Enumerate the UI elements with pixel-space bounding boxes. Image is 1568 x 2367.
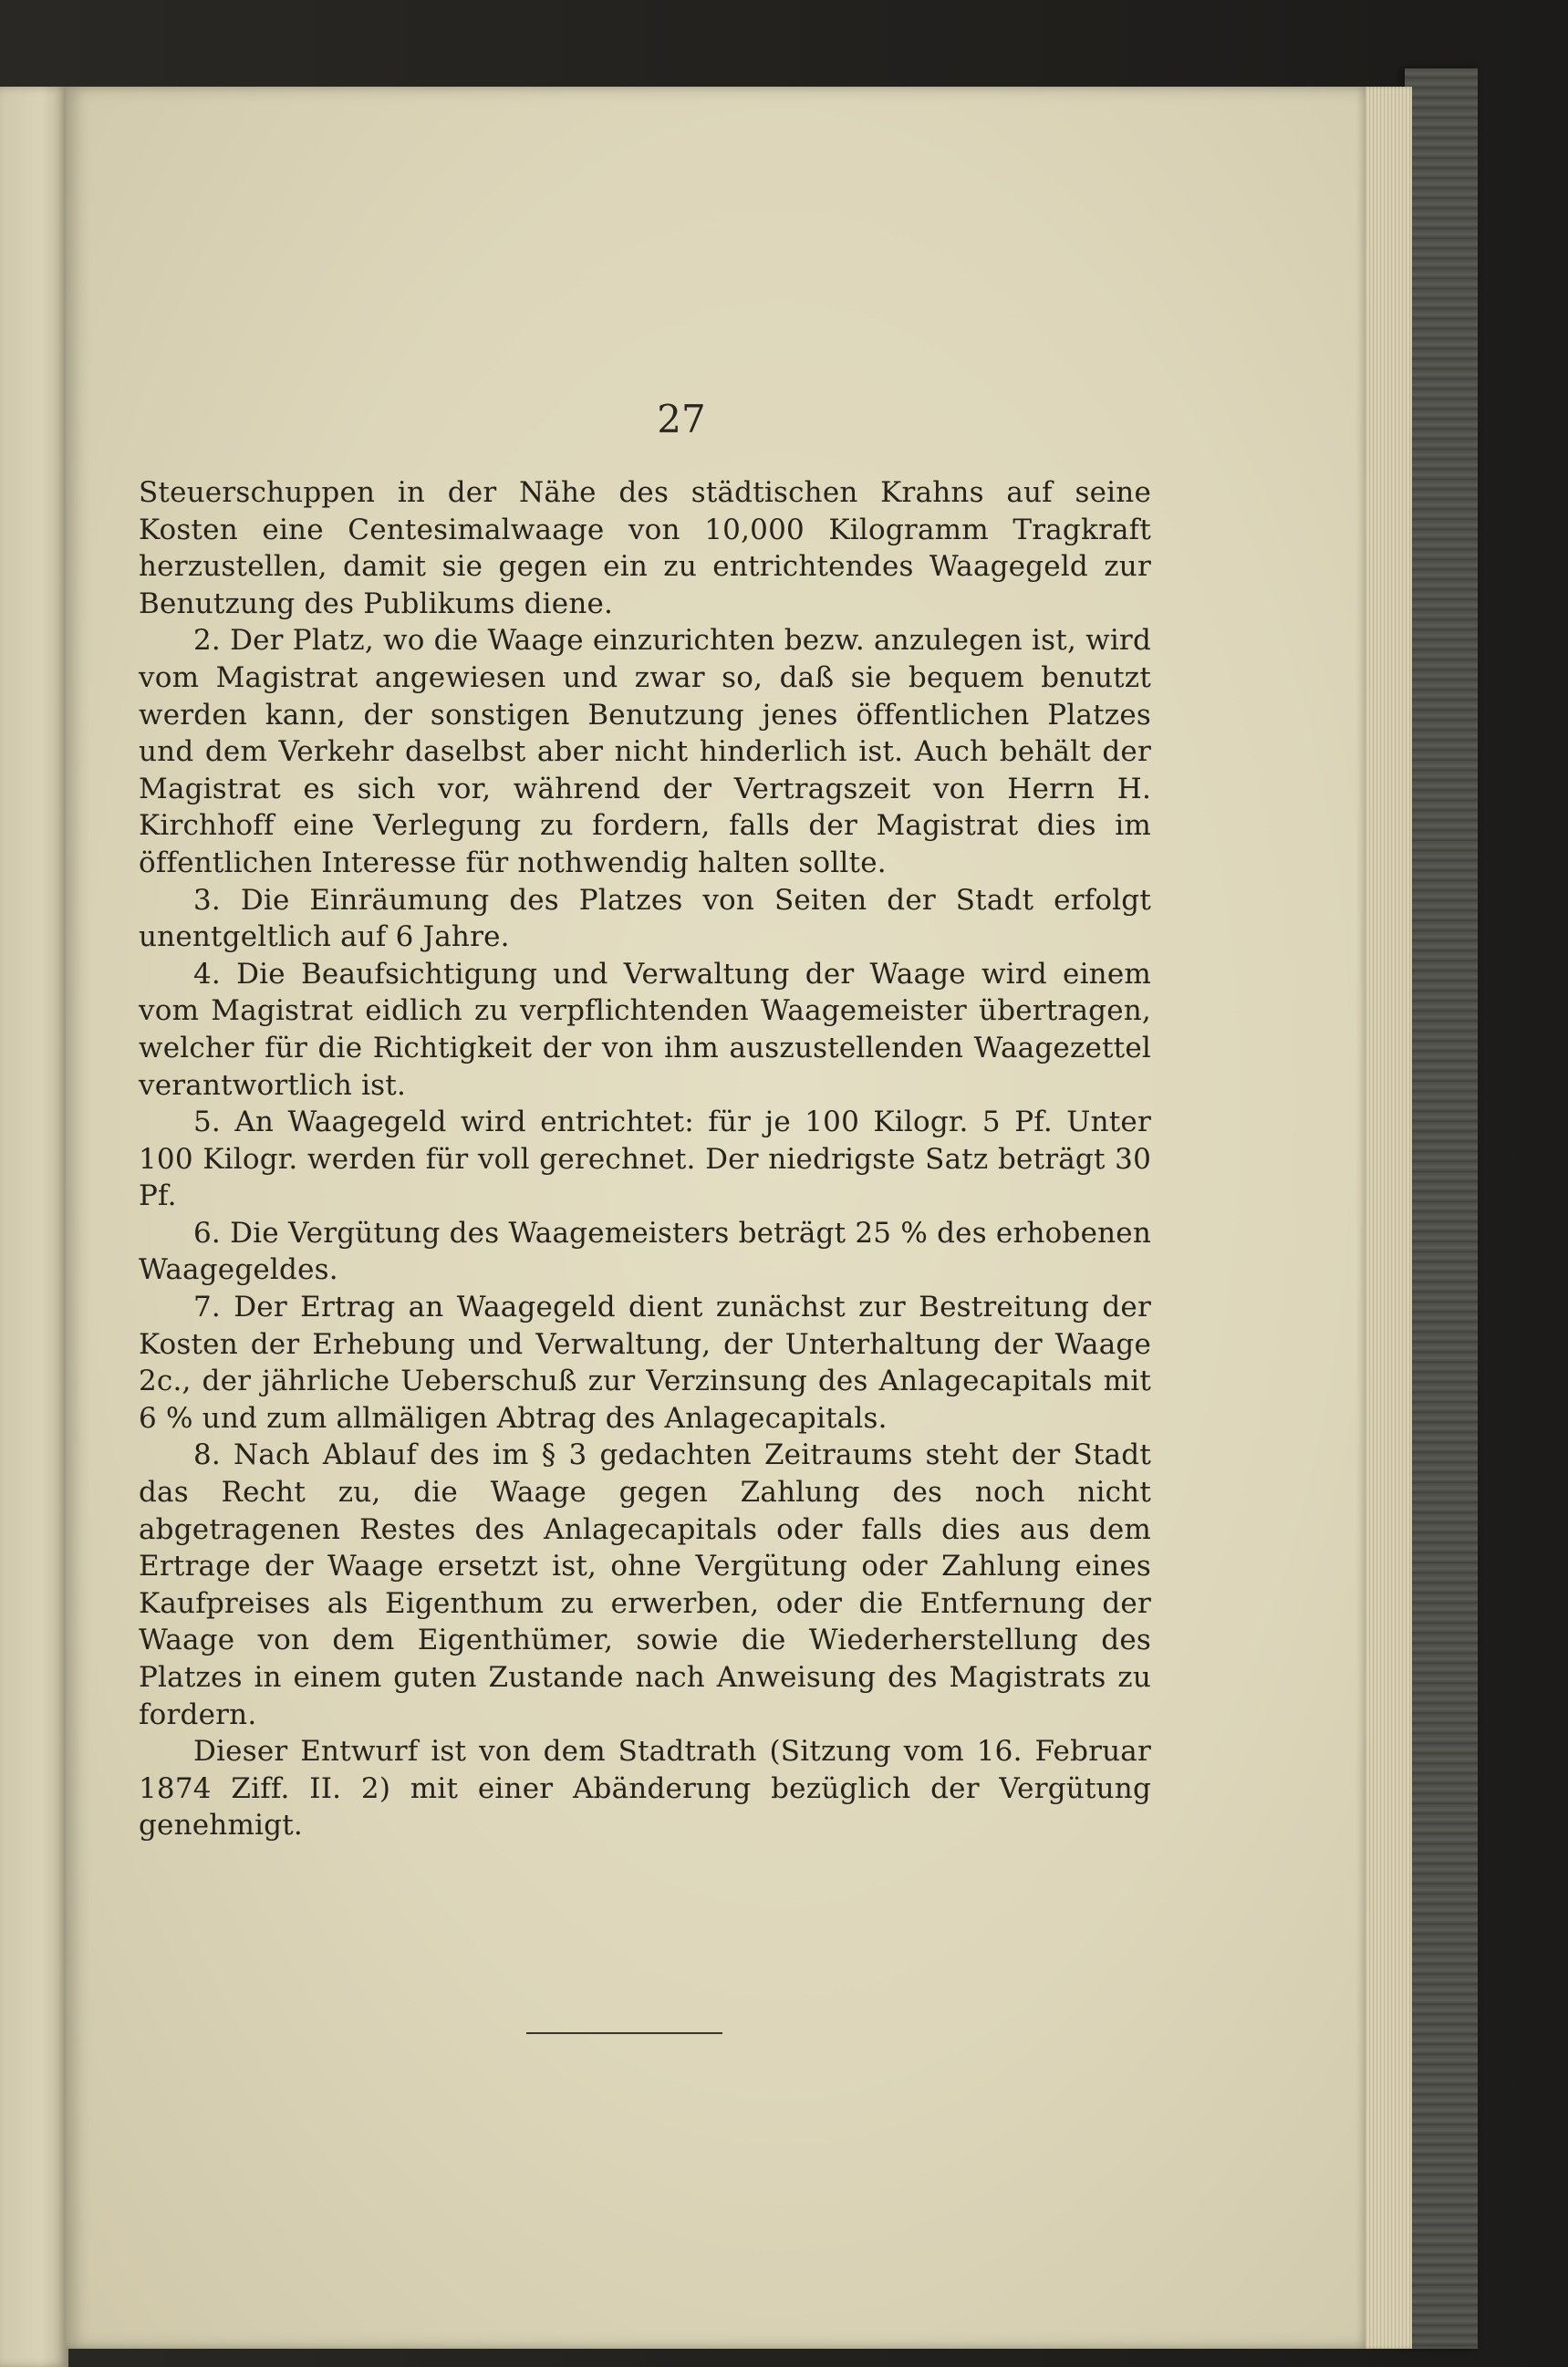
section-divider <box>526 2032 722 2034</box>
body-text <box>139 474 1151 1844</box>
paragraph-3: 3. Die Einräumung des Platzes von Seiten der Stadt erfolgt unentgeltlich auf 6 Jahre. <box>139 883 1151 954</box>
paragraph-2: 2. Der Platz, wo die Waage einzurichten bezw. anzulegen ist, wird vom Magistrat angewiesen und zwar so, daß sie bequem benutzt werden kann, der sonstigen Benutzung jenes öffentlichen Platzes und dem Verkehr daselbst aber nicht hinderlich ist. Auch behält der Magistrat es sich vor, während der Vertragszeit von Herrn H. Kirchhoff eine Verlegung zu fordern, falls der Magistrat dies im öffentlichen Interesse für nothwendig halten sollte. <box>139 624 1151 879</box>
paragraph-8: 8. Nach Ablauf des im § 3 gedachten Zeitraums steht der Stadt das Recht zu, die Waage gegen Zahlung des noch nicht abgetragenen Restes des Anlagecapitals oder falls dies aus dem Ertrage der Waage ersetzt ist, ohne Vergütung oder Zahlung eines Kaufpreises als Eigenthum zu erwerben, oder die Entfernung der Waage von dem Eigenthümer, sowie die Wiederherstellung des Platzes in einem guten Zustande nach Anweisung des Magistrats zu fordern. <box>139 1438 1151 1731</box>
page-number: 27 <box>657 397 706 441</box>
previous-page-edge <box>0 87 68 2367</box>
book-cover-edge <box>1405 68 1478 2349</box>
paragraph-5: 5. An Waagegeld wird entrichtet: für je 100 Kilogr. 5 Pf. Unter 100 Kilogr. werden für voll gerechnet. Der niedrigste Satz beträgt 30 Pf. <box>139 1106 1151 1213</box>
paragraph-7: 7. Der Ertrag an Waagegeld dient zunächst zur Bestreitung der Kosten der Erhebung und Verwaltung, der Unterhaltung der Waage 2c., der jährliche Ueberschuß zur Verzinsung des Anlagecapitals mit 6 % und zum allmäligen Abtrag des Anlagecapitals. <box>139 1291 1151 1435</box>
paragraph-intro: Steuerschuppen in der Nähe des städtischen Krahns auf seine Kosten eine Centesimalwaage von 10,000 Kilogramm Tragkraft herzustellen, damit sie gegen ein zu entrichtendes Waagegeld zur Benutzung des Publikums diene. <box>139 476 1151 620</box>
book-page <box>66 87 1366 2349</box>
paragraph-4: 4. Die Beaufsichtigung und Verwaltung der Waage wird einem vom Magistrat eidlich zu verpflichtenden Waagemeister übertragen, welcher für die Richtigkeit der von ihm auszustellenden Waagezettel verantwortlich ist. <box>139 957 1151 1102</box>
paragraph-approval: Dieser Entwurf ist von dem Stadtrath (Sitzung vom 16. Februar 1874 Ziff. II. 2) mit einer Abänderung bezüglich der Vergütung genehmigt. <box>139 1735 1151 1843</box>
paragraph-6: 6. Die Vergütung des Waagemeisters beträgt 25 % des erhobenen Waagegeldes. <box>139 1216 1151 1287</box>
stacked-page-edges <box>1359 87 1412 2349</box>
